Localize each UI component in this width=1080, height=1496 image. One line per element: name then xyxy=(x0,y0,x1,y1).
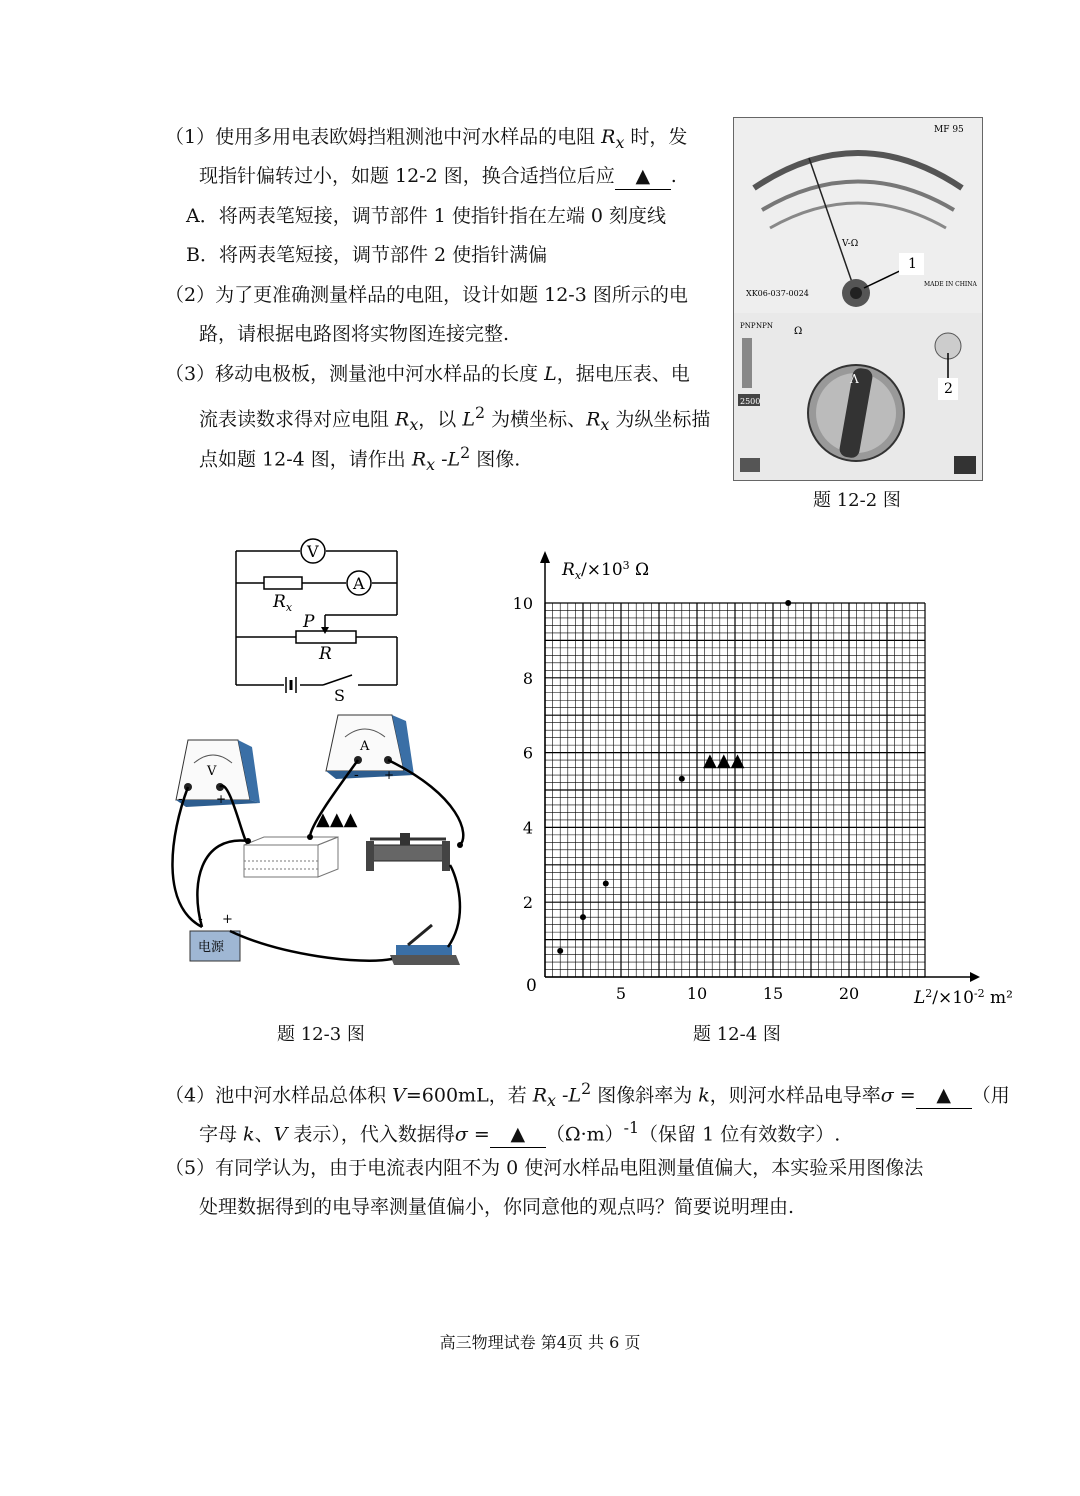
part-2-label: 2 xyxy=(944,381,953,397)
rheostat-symbol xyxy=(296,631,356,643)
q5-line2: 处理数据得到的电导率测量值偏小，你同意他的观点吗？简要说明理由. xyxy=(199,1196,795,1218)
water-tank xyxy=(244,837,338,877)
data-point xyxy=(679,776,685,782)
power-label: 电源 xyxy=(198,940,225,955)
data-point xyxy=(580,914,586,920)
x-axis-arrow xyxy=(970,972,980,982)
origin-label: 0 xyxy=(526,976,537,996)
s-label: S xyxy=(334,686,345,705)
data-point xyxy=(557,948,563,954)
ammeter-device xyxy=(326,715,414,783)
rx-resistor-symbol xyxy=(264,577,302,589)
chart-answer-placeholder: ▲▲▲ xyxy=(703,750,745,771)
meter-scale-label: V-Ω xyxy=(842,239,859,249)
meter-made: MADE IN CHINA xyxy=(924,281,977,288)
x-tick-label: 15 xyxy=(762,984,784,1003)
ammeter-label: A xyxy=(360,739,370,754)
svg-text:Λ: Λ xyxy=(850,372,859,386)
q1-line1: （1）使用多用电表欧姆挡粗测池中河水样品的电阻 $R_x$ 时，发 xyxy=(165,126,688,152)
rx-label: $R_x$ xyxy=(273,592,293,614)
rx-l2-chart xyxy=(500,545,1020,1015)
q1-option-b: B．将两表笔短接，调节部件 2 使指针满偏 xyxy=(186,244,548,266)
y-axis-arrow xyxy=(540,551,550,563)
q3-line1: （3）移动电极板，测量池中河水样品的长度 L，据电压表、电 xyxy=(165,363,690,385)
v-symbol-label: V xyxy=(307,542,319,561)
ammeter-plus: + xyxy=(384,768,395,782)
y-tick-label: 2 xyxy=(522,893,533,913)
part-1-label: 1 xyxy=(908,256,917,272)
data-point xyxy=(603,881,609,887)
q1-option-a: A．将两表笔短接，调节部件 1 使指针指在左端 0 刻度线 xyxy=(186,205,667,227)
circuit-figure xyxy=(160,535,480,975)
q3-line3: 点如题 12-4 图，请作出 $R_x$ $-L^2$ 图像. xyxy=(199,443,521,475)
y-tick-label: 10 xyxy=(512,594,533,613)
x-tick-label: 5 xyxy=(615,984,627,1003)
meter-model: XK06-037-0024 xyxy=(746,289,809,298)
voltmeter-label: V xyxy=(207,764,217,779)
page-footer: 高三物理试卷 第4页 共 6 页 xyxy=(439,1333,641,1352)
r-label: R xyxy=(319,644,332,664)
pnp-label: PNP xyxy=(740,322,756,330)
ammeter-minus: - xyxy=(354,767,359,783)
q3-line2: 流表读数求得对应电阻 $R_x$，以 $L^2$ 为横坐标、$R_x$ 为纵坐标描 xyxy=(199,403,711,435)
q2-line1: （2）为了更准确测量样品的电阻，设计如题 12-3 图所示的电 xyxy=(165,284,688,306)
p-label: P xyxy=(303,612,315,632)
ohm-label: Ω xyxy=(794,326,803,337)
a-symbol-label: A xyxy=(353,574,365,593)
2500-label: 2500 xyxy=(740,397,761,406)
power-minus: - xyxy=(198,911,203,927)
power-supply xyxy=(190,911,240,961)
npn-label: NPN xyxy=(756,322,773,330)
voltmeter-minus: - xyxy=(178,791,183,807)
data-point xyxy=(785,600,791,606)
answer-blank-sigma-value[interactable]: ▲ xyxy=(490,1121,546,1148)
q2-line2: 路，请根据电路图将实物图连接完整. xyxy=(199,323,510,345)
y-tick-label: 8 xyxy=(522,668,533,688)
fig-12-3-caption: 题 12-3 图 xyxy=(277,1024,365,1045)
meter-brand: MF 95 xyxy=(934,125,964,135)
voltmeter-plus: + xyxy=(216,792,227,806)
x-tick-label: 20 xyxy=(838,984,860,1003)
x-axis-label: $L^2/\times 10^{-2}$ m² xyxy=(914,987,1013,1008)
q4-line1: （4）池中河水样品总体积 V=600mL，若 $R_x$ $-L^2$ 图像斜率为 k，则河水样品电导率σ = ▲ （用 xyxy=(165,1079,1010,1111)
power-plus: + xyxy=(222,912,233,927)
fig-12-2-caption: 题 12-2 图 xyxy=(813,490,901,511)
q5-line1: （5）有同学认为，由于电流表内阻不为 0 使河水样品电阻测量值偏大，本实验采用图像法 xyxy=(165,1157,924,1179)
multimeter-photo xyxy=(733,117,983,481)
rheostat-device xyxy=(366,833,450,871)
q1-line2: 现指针偏转过小，如题 12-2 图，换合适挡位后应 ▲ . xyxy=(199,163,677,190)
y-tick-label: 6 xyxy=(522,743,533,763)
answer-blank-sigma-expr[interactable]: ▲ xyxy=(916,1082,972,1109)
answer-blank-1[interactable]: ▲ xyxy=(615,163,671,190)
y-axis-label: $R_x/\times 10^3$ Ω xyxy=(562,559,650,582)
q4-line2: 字母 k、V 表示），代入数据得σ = ▲ $(\Omega\cdot m)^{-1}$（保留 1 位有效数字）. xyxy=(199,1115,840,1148)
y-tick-label: 4 xyxy=(522,818,533,838)
fig-12-4-caption: 题 12-4 图 xyxy=(693,1024,781,1045)
chart-grid xyxy=(545,603,925,977)
circuit-answer-placeholder: ▲▲▲ xyxy=(316,809,358,830)
x-tick-label: 10 xyxy=(686,984,708,1003)
voltmeter-device xyxy=(176,740,260,807)
